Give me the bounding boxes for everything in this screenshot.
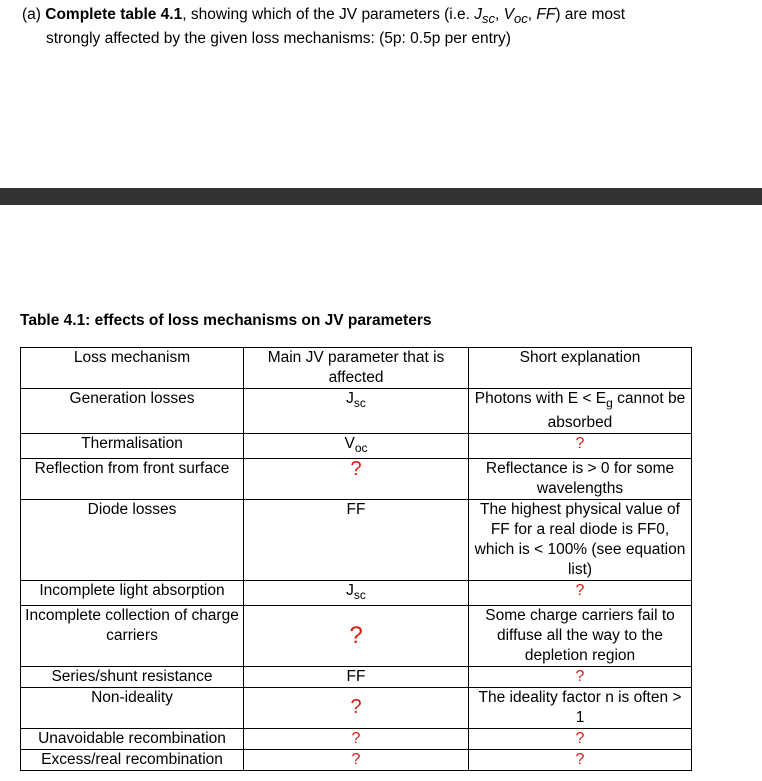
header-explanation: Short explanation xyxy=(469,348,692,389)
section-divider xyxy=(0,188,762,205)
explanation-cell xyxy=(469,667,692,688)
explanation-cell: Some charge carriers fail to diffuse all the way to the depletion region xyxy=(469,606,692,667)
question-ff: FF xyxy=(536,6,556,23)
header-mechanism: Loss mechanism xyxy=(21,348,244,389)
parameter-cell: FF xyxy=(244,667,469,688)
explanation-cell: The ideality factor n is often > 1 xyxy=(469,688,692,729)
mechanism-cell: Excess/real recombination xyxy=(21,750,244,771)
table-row xyxy=(21,729,692,750)
answer-mark: ? xyxy=(575,582,585,600)
parameter-cell xyxy=(244,750,469,771)
table-row xyxy=(21,434,692,459)
explanation-cell: Photons with $E < E_g$ cannot be absorbed xyxy=(469,389,692,434)
mechanism-cell: Incomplete light absorption xyxy=(21,581,244,606)
mechanism-cell: Series/shunt resistance xyxy=(21,667,244,688)
answer-mark: ? xyxy=(575,751,585,769)
table-row xyxy=(21,750,692,771)
mechanism-cell: Generation losses xyxy=(21,389,244,434)
mechanism-cell: Incomplete collection of charge carriers xyxy=(21,606,244,667)
answer-mark: ? xyxy=(349,621,363,649)
table-row xyxy=(21,667,692,688)
parameter-cell: $J_{sc}$ xyxy=(244,389,469,434)
mechanism-cell: Unavoidable recombination xyxy=(21,729,244,750)
explanation-cell xyxy=(469,750,692,771)
loss-mechanism-table xyxy=(20,347,692,771)
table-row xyxy=(21,389,692,434)
question-voc: $V_{oc}$ xyxy=(503,6,528,27)
table-row xyxy=(21,606,692,667)
question-part1: , showing which of the JV parameters (i.e. xyxy=(182,6,475,23)
question-line2: strongly affected by the given loss mechanisms: (5p: 0.5p per entry) xyxy=(46,30,511,48)
question-bold: Complete table 4.1 xyxy=(45,6,183,23)
answer-mark: ? xyxy=(575,668,585,686)
mechanism-cell: Thermalisation xyxy=(21,434,244,459)
parameter-cell xyxy=(244,459,469,500)
explanation-cell: The highest physical value of FF for a real diode is FF0, which is < 100% (see equation list) xyxy=(469,500,692,581)
mechanism-cell: Diode losses xyxy=(21,500,244,581)
answer-mark: ? xyxy=(575,435,585,453)
table-title: Table 4.1: effects of loss mechanisms on JV parameters xyxy=(20,312,432,329)
header-parameter: Main JV parameter that is affected xyxy=(244,348,469,389)
question-jsc: $J_{sc}$ xyxy=(474,6,496,27)
answer-mark: ? xyxy=(350,458,362,481)
answer-mark: ? xyxy=(575,730,585,748)
table-row xyxy=(21,500,692,581)
table-header-row xyxy=(21,348,692,389)
explanation-cell: Reflectance is > 0 for some wavelengths xyxy=(469,459,692,500)
parameter-cell: $J_{sc}$ xyxy=(244,581,469,606)
table-row xyxy=(21,581,692,606)
answer-mark: ? xyxy=(350,696,362,719)
parameter-cell: FF xyxy=(244,500,469,581)
parameter-cell xyxy=(244,688,469,729)
answer-mark: ? xyxy=(351,751,361,769)
explanation-cell xyxy=(469,434,692,459)
parameter-cell xyxy=(244,729,469,750)
question-text: (a) Complete table 4.1, showing which of the JV parameters (i.e. $J_{sc}$, $V_{oc}$, FF) are most strongly affected by the given loss mechanisms: (5p: 0.5p per entry) xyxy=(22,5,752,49)
mechanism-cell: Reflection from front surface xyxy=(21,459,244,500)
table-row xyxy=(21,688,692,729)
parameter-cell xyxy=(244,606,469,667)
parameter-cell: $V_{oc}$ xyxy=(244,434,469,459)
question-label: (a) xyxy=(22,6,41,23)
mechanism-cell: Non-ideality xyxy=(21,688,244,729)
answer-mark: ? xyxy=(351,730,361,748)
table-row xyxy=(21,459,692,500)
explanation-cell xyxy=(469,729,692,750)
explanation-cell xyxy=(469,581,692,606)
